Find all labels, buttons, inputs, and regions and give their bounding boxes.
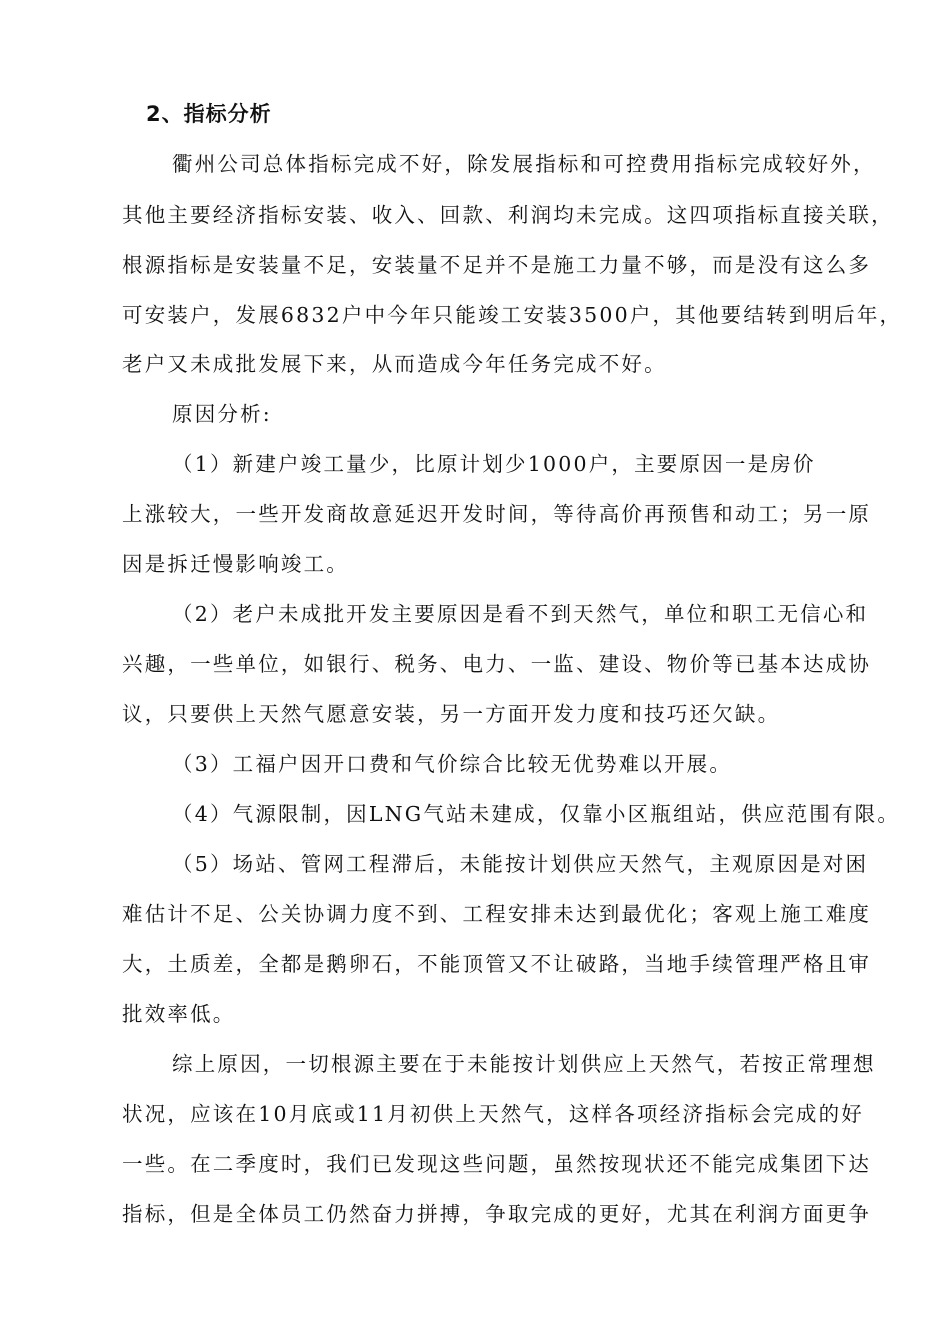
- paragraph-line: 大，土质差，全都是鹅卵石，不能顶管又不让破路，当地手续管理严格且审: [122, 952, 872, 976]
- paragraph-line: （3）工福户因开口费和气价综合比较无优势难以开展。: [172, 752, 733, 776]
- paragraph-line: 指标，但是全体员工仍然奋力拼搏，争取完成的更好，尤其在利润方面更争: [122, 1202, 872, 1226]
- paragraph-line: 难估计不足、公关协调力度不到、工程安排未达到最优化；客观上施工难度: [122, 902, 872, 926]
- section-heading: 2、指标分析: [146, 102, 272, 126]
- paragraph-line: 批效率低。: [122, 1002, 236, 1026]
- paragraph-line: 一些。在二季度时，我们已发现这些问题，虽然按现状还不能完成集团下达: [122, 1152, 872, 1176]
- paragraph-line: （4）气源限制，因LNG气站未建成，仅靠小区瓶组站，供应范围有限。: [172, 802, 901, 826]
- paragraph-line: 兴趣，一些单位，如银行、税务、电力、一监、建设、物价等已基本达成协: [122, 652, 872, 676]
- paragraph-line: （2）老户未成批开发主要原因是看不到天然气，单位和职工无信心和: [172, 602, 869, 626]
- paragraph-line: 状况，应该在10月底或11月初供上天然气，这样各项经济指标会完成的好: [122, 1102, 864, 1126]
- paragraph-line: 上涨较大，一些开发商故意延迟开发时间，等待高价再预售和动工；另一原: [122, 502, 872, 526]
- paragraph-line: 议，只要供上天然气愿意安装，另一方面开发力度和技巧还欠缺。: [122, 702, 781, 726]
- paragraph-line: 原因分析:: [172, 402, 272, 426]
- paragraph-line: 衢州公司总体指标完成不好，除发展指标和可控费用指标完成较好外，: [172, 152, 876, 176]
- paragraph-line: 根源指标是安装量不足，安装量不足并不是施工力量不够，而是没有这么多: [122, 253, 872, 277]
- paragraph-line: 老户又未成批发展下来，从而造成今年任务完成不好。: [122, 352, 667, 376]
- paragraph-line: 因是拆迁慢影响竣工。: [122, 552, 349, 576]
- paragraph-line: 可安装户，发展6832户中今年只能竣工安装3500户，其他要结转到明后年，: [122, 303, 903, 327]
- paragraph-line: （1）新建户竣工量少，比原计划少1000户，主要原因一是房价: [172, 452, 816, 476]
- paragraph-line: （5）场站、管网工程滞后，未能按计划供应天然气，主观原因是对困: [172, 852, 869, 876]
- paragraph-line: 其他主要经济指标安装、收入、回款、利润均未完成。这四项指标直接关联，: [122, 203, 894, 227]
- paragraph-line: 综上原因，一切根源主要在于未能按计划供应上天然气，若按正常理想: [172, 1052, 876, 1076]
